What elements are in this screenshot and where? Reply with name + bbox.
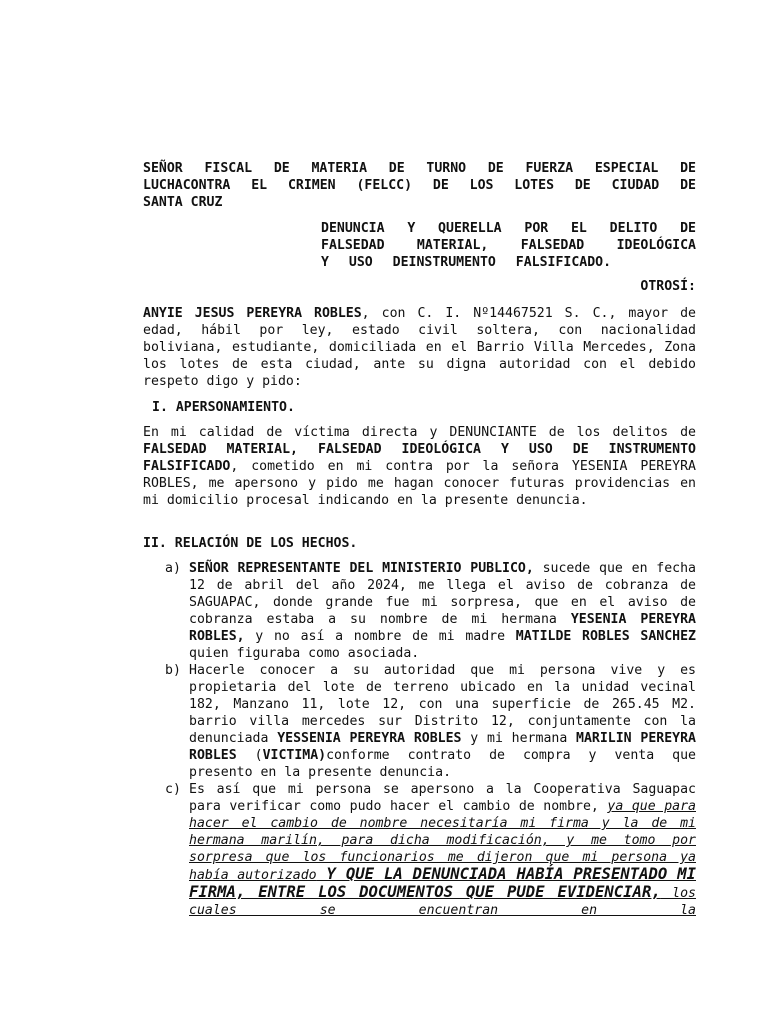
item-text: ( (236, 748, 263, 763)
otrosi-label: OTROSÍ: (640, 279, 696, 294)
list-item (143, 781, 696, 919)
section-heading-hechos: II. RELACIÓN DE LOS HECHOS. (143, 536, 358, 551)
apersonamiento-paragraph (143, 424, 696, 509)
item-text: Hacerle conocer a su autoridad que mi persona vive y es propietaria del lote de terreno ubicado en la unidad vecinal 182, Manzano 11, lote 12, con una superficie de 265.45 M2. barrio villa mercedes sur Distrito 12, conjuntamente con la denunciada (189, 663, 696, 746)
section-heading-apersonamiento: I. APERSONAMIENTO. (152, 400, 295, 415)
bold-text: VICTIMA) (262, 748, 327, 763)
bold-text: YESSENIA PEREYRA ROBLES (277, 731, 462, 746)
emphasis-text: Y QUE LA DENUNCIADA HABÍA PRESENTADO MI FIRMA, ENTRE LOS DOCUMENTOS QUE PUDE EVIDENCIAR, (189, 865, 696, 901)
item-text: conforme contrato de compra y venta que presento en la presente denuncia. (189, 748, 696, 780)
apersonamiento-text-1: En mi calidad de víctima directa y DENUNCIANTE de los delitos de (143, 425, 696, 440)
addressee-line-2: LUCHACONTRA EL CRIMEN (FELCC) DE LOS LOTES DE CIUDAD DE (143, 178, 696, 193)
item-text: y no así a nombre de mi madre (244, 629, 516, 644)
underlined-text: ya que para hacer el cambio de nombre necesitaría mi firma y la de mi hermana marilín, para dicha modificación, y me tomo por sorpresa que los funcionarios me dijeron que mi persona ya había autorizado (189, 799, 696, 883)
reference-line-1: DENUNCIA Y QUERELLA POR EL DELITO DE (321, 221, 696, 236)
list-item (143, 560, 696, 662)
addressee-line-3: SANTA CRUZ (143, 195, 223, 210)
intro-paragraph (143, 305, 696, 390)
reference-line-3: Y USO DEINSTRUMENTO FALSIFICADO. (321, 255, 612, 270)
bold-text: SEÑOR REPRESENTANTE DEL MINISTERIO PUBLICO, (189, 561, 534, 576)
reference-line-2: FALSEDAD MATERIAL, FALSEDAD IDEOLÓGICA (321, 238, 696, 253)
complainant-name: ANYIE JESUS PEREYRA ROBLES (143, 306, 362, 321)
bold-text: YESENIA PEREYRA ROBLES, (189, 612, 697, 644)
crimes-list: FALSEDAD MATERIAL, FALSEDAD IDEOLÓGICA Y USO DE INSTRUMENTO FALSIFICADO (143, 442, 696, 474)
facts-list (143, 560, 696, 919)
bold-text: MATILDE ROBLES SANCHEZ (515, 629, 696, 644)
addressee-heading (143, 160, 696, 211)
apersonamiento-text-2: , cometido en mi contra por la señora YESENIA PEREYRA ROBLES, me apersono y pido me hagan conocer futuras providencias en mi domicilio procesal indicando en la presente denuncia. (143, 459, 696, 508)
list-item (143, 662, 696, 781)
addressee-line-1: SEÑOR FISCAL DE MATERIA DE TURNO DE FUERZA ESPECIAL DE (143, 161, 696, 176)
item-text: sucede que en fecha 12 de abril del año 2024, me llega el aviso de cobranza de SAGUAPAC, donde grande fue mi sorpresa, que en el aviso de cobranza estaba a su nombre de mi hermana (189, 561, 697, 627)
list-marker: c) (165, 782, 181, 797)
intro-text: , con C. I. Nº14467521 S. C., mayor de edad, hábil por ley, estado civil soltera, con nacionalidad boliviana, estudiante, domiciliada en el Barrio Villa Mercedes, Zona los lotes de esta ciudad, ante su digna autoridad con el debido respeto digo y pido: (143, 306, 696, 389)
item-text: quien figuraba como asociada. (189, 646, 420, 661)
item-text: Es así que mi persona se apersono a la Cooperativa Saguapac para verificar como pudo hacer el cambio de nombre, (189, 782, 696, 814)
list-marker: a) (165, 561, 181, 576)
bold-text: MARILIN PEREYRA ROBLES (189, 731, 696, 763)
item-text: y mi hermana (461, 731, 577, 746)
underlined-text: los cuales se encuentran en la (189, 886, 696, 918)
reference-block (321, 220, 696, 271)
list-marker: b) (165, 663, 181, 678)
